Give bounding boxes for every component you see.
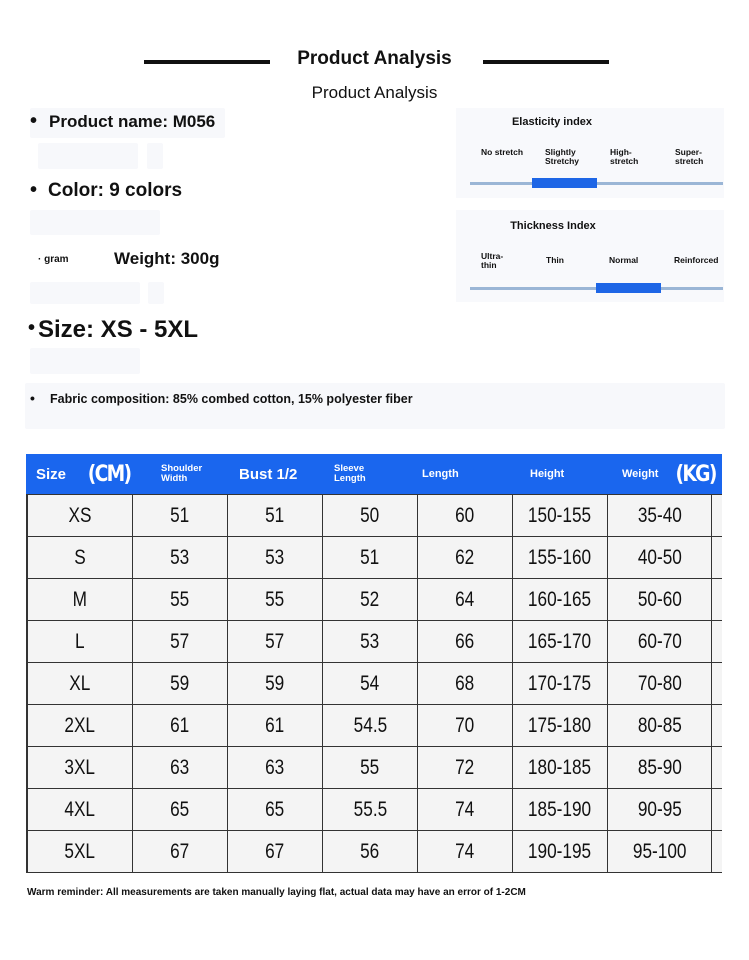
col-height [530, 454, 564, 494]
table-cell [513, 789, 608, 830]
table-cell-value: 57 [265, 629, 285, 653]
table-cell-value: 70 [455, 713, 475, 737]
table-cell-value: 61 [265, 713, 285, 737]
table-cell [323, 621, 418, 662]
table-row [28, 705, 722, 747]
table-cell-value: 74 [455, 797, 475, 821]
ghost-block [30, 282, 140, 304]
ghost-block [30, 210, 160, 235]
table-cell [28, 831, 133, 872]
table-cell-value: 54 [360, 671, 380, 695]
col-size-label: Size [36, 465, 67, 483]
ghost-block [25, 383, 725, 429]
table-cell-value: 72 [455, 755, 475, 779]
ghost-block [30, 348, 140, 374]
table-cell [418, 831, 513, 872]
page-title: Product Analysis [297, 48, 452, 69]
table-cell-value: 35-40 [637, 503, 682, 527]
col-bust-label: Bust 1/2 [239, 465, 298, 483]
table-cell-value: 85-90 [637, 755, 682, 779]
table-cell [513, 579, 608, 620]
table-cell [418, 747, 513, 788]
table-cell-value: 61 [170, 713, 190, 737]
table-cell [608, 747, 712, 788]
table-cell-value: 55 [265, 587, 285, 611]
col-weight-unit [672, 454, 719, 494]
thickness-level: Thin [546, 255, 564, 265]
table-cell-value: 63 [265, 755, 285, 779]
table-cell-value: 165-170 [528, 629, 592, 653]
table-cell-value: 40-50 [637, 545, 682, 569]
table-cell [133, 579, 228, 620]
table-cell-value: 185-190 [528, 797, 592, 821]
thickness-level: Normal [609, 255, 639, 265]
table-cell [323, 747, 418, 788]
elasticity-level: No stretch [481, 147, 524, 157]
table-cell-value: 53 [360, 629, 380, 653]
gram-tag: · gram [38, 254, 69, 265]
table-cell [608, 663, 712, 704]
table-cell [133, 537, 228, 578]
table-cell-value: 63 [170, 755, 190, 779]
table-cell-value: 90-95 [637, 797, 682, 821]
table-row [28, 747, 722, 789]
col-sleeve-label: Sleeve Length [334, 463, 366, 484]
table-cell-value: 54.5 [353, 713, 387, 737]
table-cell-value: 51 [170, 503, 190, 527]
table-cell [228, 495, 323, 536]
table-cell [418, 789, 513, 830]
table-cell-value: S [74, 545, 86, 569]
table-cell [418, 621, 513, 662]
table-cell [228, 831, 323, 872]
table-cell [133, 663, 228, 704]
table-cell-value: 59 [265, 671, 285, 695]
table-cell [133, 789, 228, 830]
table-row [28, 789, 722, 831]
table-cell [133, 747, 228, 788]
product-size: Size: XS - 5XL [38, 316, 199, 343]
table-cell [323, 831, 418, 872]
table-cell-value: 74 [455, 839, 475, 863]
table-cell [418, 537, 513, 578]
table-cell-value: 67 [170, 839, 190, 863]
table-cell [323, 495, 418, 536]
table-cell-value: 53 [170, 545, 190, 569]
table-cell [323, 579, 418, 620]
col-weight-label: Weight [622, 468, 659, 480]
table-cell-value: 52 [360, 587, 380, 611]
table-row [28, 579, 722, 621]
table-cell [28, 621, 133, 662]
product-color: Color: 9 colors [48, 180, 183, 201]
table-cell [228, 747, 323, 788]
table-cell [28, 663, 133, 704]
table-cell [608, 537, 712, 578]
table-cell-value: 51 [360, 545, 380, 569]
table-cell-value: 65 [265, 797, 285, 821]
table-cell-value: 64 [455, 587, 475, 611]
table-cell [513, 663, 608, 704]
size-table-body [26, 494, 722, 873]
table-cell [28, 705, 133, 746]
table-cell-value: 150-155 [528, 503, 592, 527]
table-cell-value: 65 [170, 797, 190, 821]
table-cell [133, 705, 228, 746]
table-row [28, 663, 722, 705]
elasticity-level: Slightly Stretchy [545, 147, 580, 166]
table-cell [28, 579, 133, 620]
page-subtitle: Product Analysis [311, 83, 438, 102]
table-cell [133, 621, 228, 662]
thickness-title: Thickness Index [510, 220, 596, 232]
product-name: Product name: M056 [49, 112, 216, 131]
table-cell [418, 579, 513, 620]
table-cell-value: XS [68, 503, 92, 527]
elasticity-indicator [532, 178, 597, 188]
table-cell [608, 705, 712, 746]
table-cell [608, 831, 712, 872]
table-cell [323, 789, 418, 830]
elasticity-title: Elasticity index [511, 116, 593, 128]
table-cell-value: 60 [455, 503, 475, 527]
table-cell-value: 80-85 [637, 713, 682, 737]
bullet: • [30, 179, 38, 201]
ghost-block [38, 143, 138, 169]
thickness-level: Reinforced [674, 255, 719, 265]
table-cell-value: 70-80 [637, 671, 682, 695]
table-cell [28, 495, 133, 536]
size-table-header [26, 454, 722, 494]
table-cell [28, 747, 133, 788]
col-shoulder-label: Shoulder Width [161, 463, 203, 484]
table-cell-value: 67 [265, 839, 285, 863]
table-row [28, 621, 722, 663]
table-row [28, 537, 722, 579]
table-cell-value: 57 [170, 629, 190, 653]
table-cell [228, 537, 323, 578]
col-length [422, 454, 459, 494]
table-cell [418, 495, 513, 536]
table-cell [513, 537, 608, 578]
table-cell-value: 175-180 [528, 713, 592, 737]
table-cell [228, 663, 323, 704]
bullet: • [28, 317, 36, 339]
bullet: • [30, 390, 35, 406]
table-cell [323, 663, 418, 704]
table-cell [513, 705, 608, 746]
table-cell-value: 3XL [64, 755, 96, 779]
fabric-composition: Fabric composition: 85% combed cotton, 15% polyester fiber [50, 392, 413, 406]
col-height-label: Height [530, 468, 565, 480]
table-cell [513, 831, 608, 872]
table-row [28, 831, 722, 873]
col-size [36, 454, 66, 494]
table-row [28, 495, 722, 537]
table-cell-value: 56 [360, 839, 380, 863]
table-cell-value: 60-70 [637, 629, 682, 653]
table-cell [228, 705, 323, 746]
table-cell-value: 155-160 [528, 545, 592, 569]
table-cell-value: 50-60 [637, 587, 682, 611]
table-cell-value: XL [69, 671, 91, 695]
table-cell [608, 579, 712, 620]
elasticity-level: Super-stretch [675, 147, 704, 166]
col-sleeve [334, 454, 376, 494]
ghost-block [148, 282, 164, 304]
table-cell-value: 53 [265, 545, 285, 569]
weight-unit: (KG) [675, 461, 716, 487]
table-cell [608, 789, 712, 830]
table-cell [323, 705, 418, 746]
col-size-unit [84, 454, 134, 494]
table-cell [513, 621, 608, 662]
table-cell-value: M [72, 587, 88, 611]
elasticity-level: High-stretch [610, 147, 639, 166]
ghost-block [147, 143, 163, 169]
table-cell [28, 537, 133, 578]
col-shoulder [161, 454, 211, 494]
col-length-label: Length [422, 468, 459, 480]
table-cell [133, 495, 228, 536]
thickness-level: Ultra-thin [481, 251, 504, 270]
table-cell [608, 621, 712, 662]
table-cell-value: 66 [455, 629, 475, 653]
table-cell [418, 705, 513, 746]
table-cell-value: 68 [455, 671, 475, 695]
table-cell-value: 50 [360, 503, 380, 527]
table-cell [418, 663, 513, 704]
col-weight [622, 454, 658, 494]
table-cell [228, 789, 323, 830]
col-bust [239, 454, 297, 494]
table-cell [228, 621, 323, 662]
table-cell-value: 55 [360, 755, 380, 779]
table-cell-value: 55 [170, 587, 190, 611]
table-cell [28, 789, 133, 830]
table-cell-value: 5XL [64, 839, 96, 863]
table-cell [513, 495, 608, 536]
table-cell [323, 537, 418, 578]
table-cell [133, 831, 228, 872]
table-cell-value: 160-165 [528, 587, 592, 611]
table-cell-value: 55.5 [353, 797, 387, 821]
table-cell [608, 495, 712, 536]
table-cell-value: 170-175 [528, 671, 592, 695]
thickness-indicator [596, 283, 661, 293]
table-cell [513, 747, 608, 788]
warm-reminder: Warm reminder: All measurements are taken manually laying flat, actual data may have an error of 1-2CM [27, 887, 526, 898]
table-cell-value: 59 [170, 671, 190, 695]
table-cell-value: 51 [265, 503, 285, 527]
table-cell-value: 2XL [64, 713, 96, 737]
table-cell [228, 579, 323, 620]
table-cell-value: 4XL [64, 797, 96, 821]
size-unit: (CM) [87, 461, 131, 487]
table-cell-value: 190-195 [528, 839, 592, 863]
table-cell-value: 95-100 [632, 839, 687, 863]
bullet: • [30, 110, 38, 132]
product-weight: Weight: 300g [114, 249, 220, 268]
table-cell-value: 62 [455, 545, 475, 569]
table-cell-value: L [75, 629, 85, 653]
table-cell-value: 180-185 [528, 755, 592, 779]
